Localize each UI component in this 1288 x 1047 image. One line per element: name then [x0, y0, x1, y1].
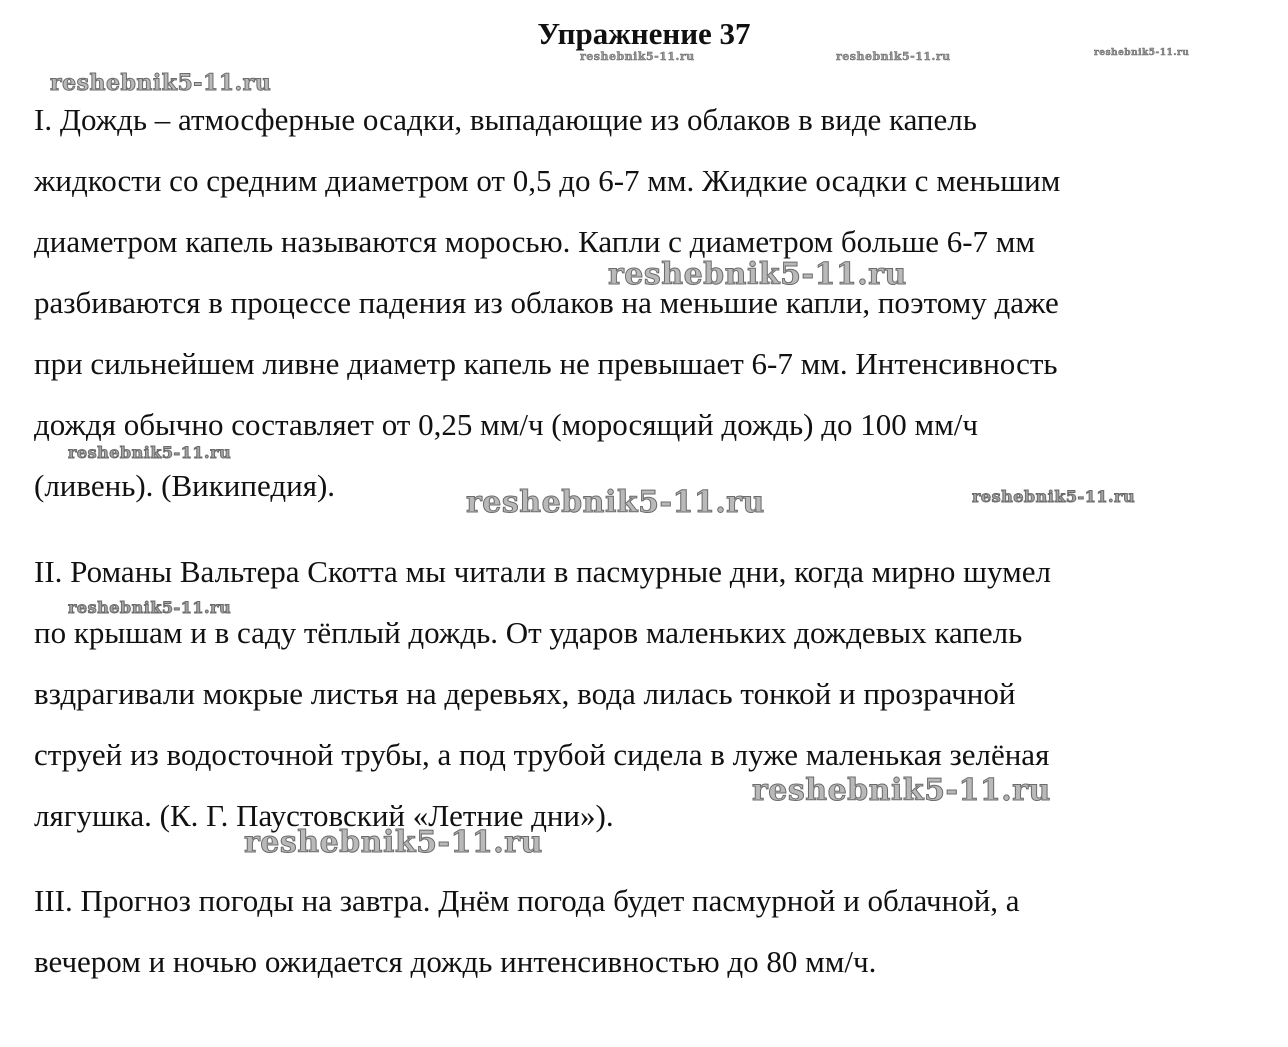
text-line: струей из водосточной трубы, а под трубой сидела в луже маленькая зелёная: [34, 737, 1050, 772]
text-line: вечером и ночью ожидается дождь интенсивностью до 80 мм/ч.: [34, 944, 877, 979]
text-line: дождя обычно составляет от 0,25 мм/ч (моросящий дождь) до 100 мм/ч: [34, 407, 978, 442]
watermark: reshebnik5-11.ru: [836, 50, 951, 63]
watermark: reshebnik5-11.ru: [972, 487, 1136, 506]
text-line: при сильнейшем ливне диаметр капель не превышает 6-7 мм. Интенсивность: [34, 346, 1058, 381]
watermark: reshebnik5-11.ru: [68, 443, 232, 462]
watermark: reshebnik5-11.ru: [580, 50, 695, 63]
page-title: Упражнение 37: [537, 16, 751, 51]
watermark: reshebnik5-11.ru: [466, 485, 765, 520]
text-line: II. Романы Вальтера Скотта мы читали в пасмурные дни, когда мирно шумел: [34, 554, 1051, 589]
watermark: reshebnik5-11.ru: [752, 773, 1051, 808]
text-line: жидкости со средним диаметром от 0,5 до 6-7 мм. Жидкие осадки с меньшим: [34, 163, 1061, 198]
watermark: reshebnik5-11.ru: [244, 825, 543, 860]
text-line: III. Прогноз погоды на завтра. Днём погода будет пасмурной и облачной, а: [34, 883, 1020, 918]
text-line: по крышам и в саду тёплый дождь. От ударов маленьких дождевых капель: [34, 615, 1023, 650]
text-line: разбиваются в процессе падения из облаков на меньшие капли, поэтому даже: [34, 285, 1059, 320]
watermark: reshebnik5-11.ru: [50, 70, 272, 96]
text-line: I. Дождь – атмосферные осадки, выпадающие из облаков в виде капель: [34, 102, 977, 137]
watermark: reshebnik5-11.ru: [1094, 48, 1190, 58]
text-line: вздрагивали мокрые листья на деревьях, вода лилась тонкой и прозрачной: [34, 676, 1016, 711]
text-line: (ливень). (Википедия).: [34, 468, 336, 503]
text-line: диаметром капель называются моросью. Капли с диаметром больше 6-7 мм: [34, 224, 1036, 259]
text-line: лягушка. (К. Г. Паустовский «Летние дни»).: [34, 798, 614, 833]
watermark: reshebnik5-11.ru: [68, 598, 232, 617]
watermark: reshebnik5-11.ru: [608, 257, 907, 292]
